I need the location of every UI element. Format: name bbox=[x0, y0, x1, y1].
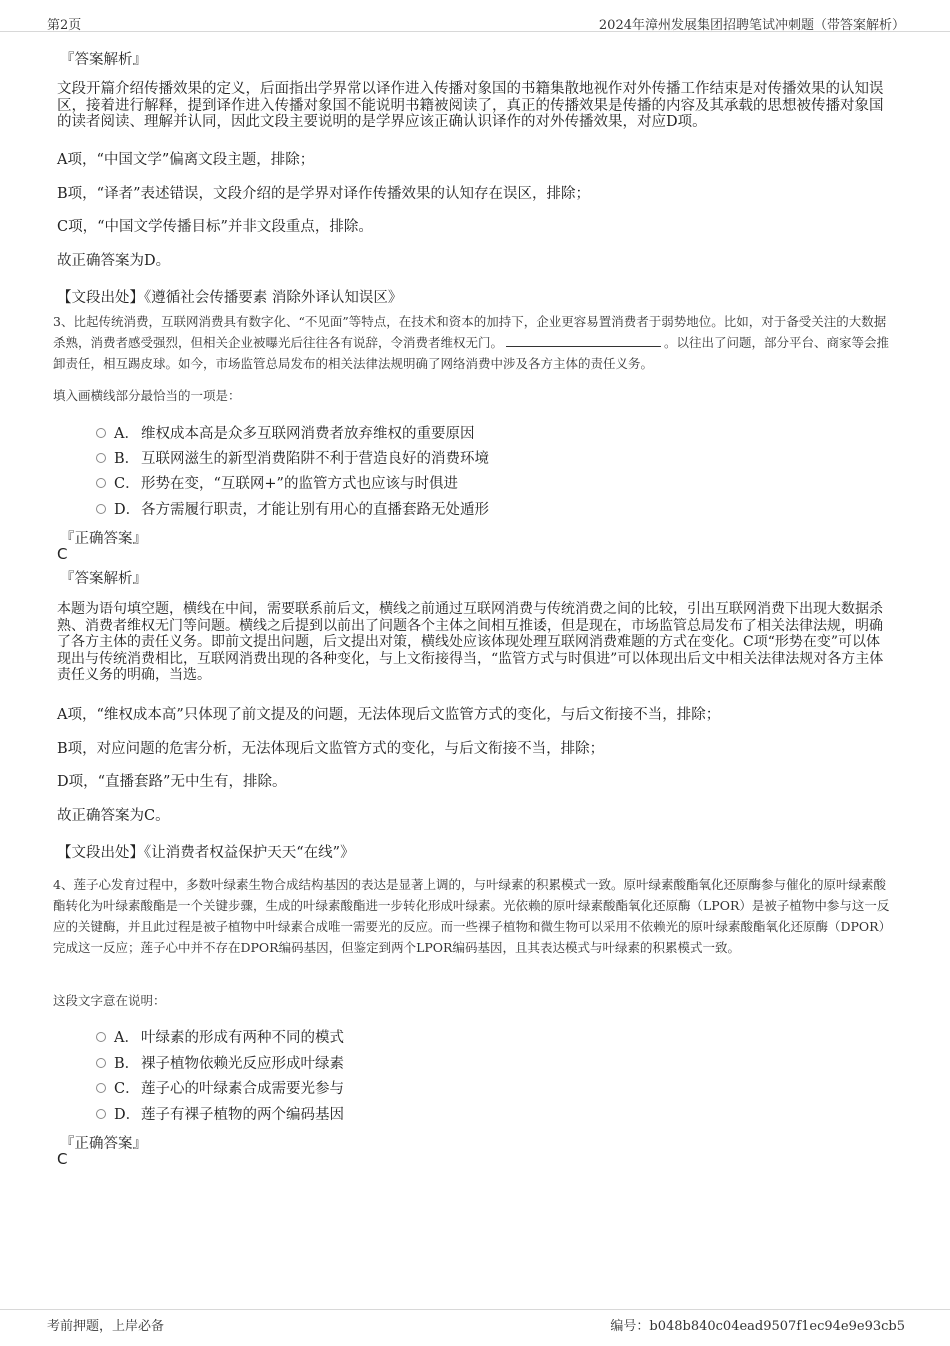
q4-stem: 4、莲子心发育过程中，多数叶绿素生物合成结构基因的表达是显著上调的，与叶绿素的积累模式一致。原叶绿素酸酯氧化还原酶参与催化的原叶绿素酸酯转化为叶绿素酸酯是一个关键步骤，生成的叶绿素酸酯进一步转化形成叶绿素。光依赖的原叶绿素酸酯氧化还原酶（LPOR）是被子植物中参与这一反应的关键酶，并且此过程是被子植物中叶绿素合成唯一需要光的反应。而一些裸子植物和微生物可以采用不依赖光的原叶绿素酸酯氧化还原酶（DPOR）完成这一反应；莲子心中并不存在DPOR编码基因，但鉴定到两个LPOR编码基因，且其表达模式与叶绿素的积累模式一致。 bbox=[53, 877, 892, 955]
radio-icon[interactable] bbox=[96, 1109, 106, 1119]
q3-option-a-analysis: A项，“维权成本高”只体现了前文提及的问题，无法体现后文监管方式的变化，与后文衔接不当，排除； bbox=[57, 707, 721, 723]
q3-option-d[interactable]: D． 各方需履行职责，才能让别有用心的直播套路无处遁形 bbox=[96, 498, 489, 519]
q2-final-answer: 故正确答案为D。 bbox=[57, 253, 171, 269]
q3-answer: C bbox=[57, 545, 68, 563]
q3-analysis-label: 『答案解析』 bbox=[60, 571, 147, 587]
q4-answer: C bbox=[57, 1150, 68, 1168]
q3-option-a[interactable]: A． 维权成本高是众多互联网消费者放弃维权的重要原因 bbox=[96, 422, 475, 443]
radio-icon[interactable] bbox=[96, 1083, 106, 1093]
q4-option-c[interactable]: C． 莲子心的叶绿素合成需要光参与 bbox=[96, 1077, 344, 1098]
q3-stem: 3、比起传统消费，互联网消费具有数字化、“不见面”等特点，在技术和资本的加持下，企业更容易置消费者于弱势地位。比如，对于备受关注的大数据杀熟，消费者感受强烈，但相关企业被曝光后往往各有说辞，令消费者维权无门。 。以往出了问题，部分平台、商家等会推卸责任，相互踢皮球。如今，市场监管总局发布的相关法律法规明确了网络消费中涉及各方主体的责任义务。 bbox=[53, 314, 890, 371]
q4-option-d[interactable]: D． 莲子有裸子植物的两个编码基因 bbox=[96, 1103, 344, 1124]
radio-icon[interactable] bbox=[96, 453, 106, 463]
q3-prompt: 填入画横线部分最恰当的一项是： bbox=[53, 388, 241, 403]
radio-icon[interactable] bbox=[96, 1032, 106, 1042]
q2-option-c-analysis: C项，“中国文学传播目标”并非文段重点，排除。 bbox=[57, 219, 373, 235]
q2-analysis-text: 文段开篇介绍传播效果的定义，后面指出学界常以译作进入传播对象国的书籍集散地视作对外传播工作结束是对传播效果的认知误区，接着进行解释，提到译作进入传播对象国不能说明书籍被阅读了，真正的传播效果是传播的内容及其承载的思想被传播对象国的读者阅读、理解并认同，因此文段主要说明的是学界应该正确认识译作的对外传播效果，对应D项。 bbox=[57, 81, 884, 130]
q2-option-b-analysis: B项，“译者”表述错误，文段介绍的是学界对译作传播效果的认知存在误区，排除； bbox=[57, 186, 590, 202]
q3-option-b[interactable]: B． 互联网滋生的新型消费陷阱不利于营造良好的消费环境 bbox=[96, 447, 489, 468]
page-footer bbox=[0, 1309, 950, 1346]
q4-answer-label: 『正确答案』 bbox=[60, 1136, 147, 1152]
document-title: 2024年漳州发展集团招聘笔试冲刺题（带答案解析） bbox=[598, 18, 905, 33]
q2-analysis-label: 『答案解析』 bbox=[60, 52, 147, 68]
radio-icon[interactable] bbox=[96, 428, 106, 438]
q4-prompt: 这段文字意在说明： bbox=[53, 993, 166, 1008]
q4-option-a[interactable]: A． 叶绿素的形成有两种不同的模式 bbox=[96, 1026, 344, 1047]
radio-icon[interactable] bbox=[96, 478, 106, 488]
radio-icon[interactable] bbox=[96, 504, 106, 514]
q2-option-a-analysis: A项，“中国文学”偏离文段主题，排除； bbox=[57, 152, 315, 168]
document-code: 编号：b048b840c04ead9507f1ec94e9e93cb5 bbox=[610, 1319, 905, 1334]
q3-analysis-text: 本题为语句填空题，横线在中间，需要联系前后文，横线之前通过互联网消费与传统消费之间的比较，引出互联网消费下出现大数据杀熟、消费者维权无门等问题。横线之后提到以前出了问题各个主体之间相互推诿，但是现在，市场监管总局发布了相关法律法规，明确了各方主体的责任义务。即前文提出问题，后文提出对策，横线处应该体现处理互联网消费难题的方式在变化。C项“形势在变”可以体现出与传统消费相比，互联网消费出现的各种变化，与上文衔接得当，“监管方式与时俱进”可以体现出后文中相关法律法规对各方主体责任义务的明确，当选。 bbox=[57, 601, 884, 683]
q3-option-c[interactable]: C． 形势在变，“互联网+”的监管方式也应该与时俱进 bbox=[96, 472, 458, 493]
q3-source: 【文段出处】《让消费者权益保护天天“在线”》 bbox=[57, 845, 355, 861]
radio-icon[interactable] bbox=[96, 1058, 106, 1068]
q3-answer-label: 『正确答案』 bbox=[60, 531, 147, 547]
page-header bbox=[0, 0, 950, 32]
q3-final-answer: 故正确答案为C。 bbox=[57, 808, 170, 824]
q2-source: 【文段出处】《遵循社会传播要素 消除外译认知误区》 bbox=[57, 290, 403, 306]
q3-option-d-analysis: D项，“直播套路”无中生有，排除。 bbox=[57, 774, 287, 790]
q4-option-b[interactable]: B． 裸子植物依赖光反应形成叶绿素 bbox=[96, 1052, 344, 1073]
page-number: 第2页 bbox=[47, 18, 82, 33]
fill-blank bbox=[506, 336, 661, 347]
q3-option-b-analysis: B项，对应问题的危害分析，无法体现后文监管方式的变化，与后文衔接不当，排除； bbox=[57, 741, 605, 757]
footer-slogan: 考前押题，上岸必备 bbox=[47, 1319, 165, 1334]
